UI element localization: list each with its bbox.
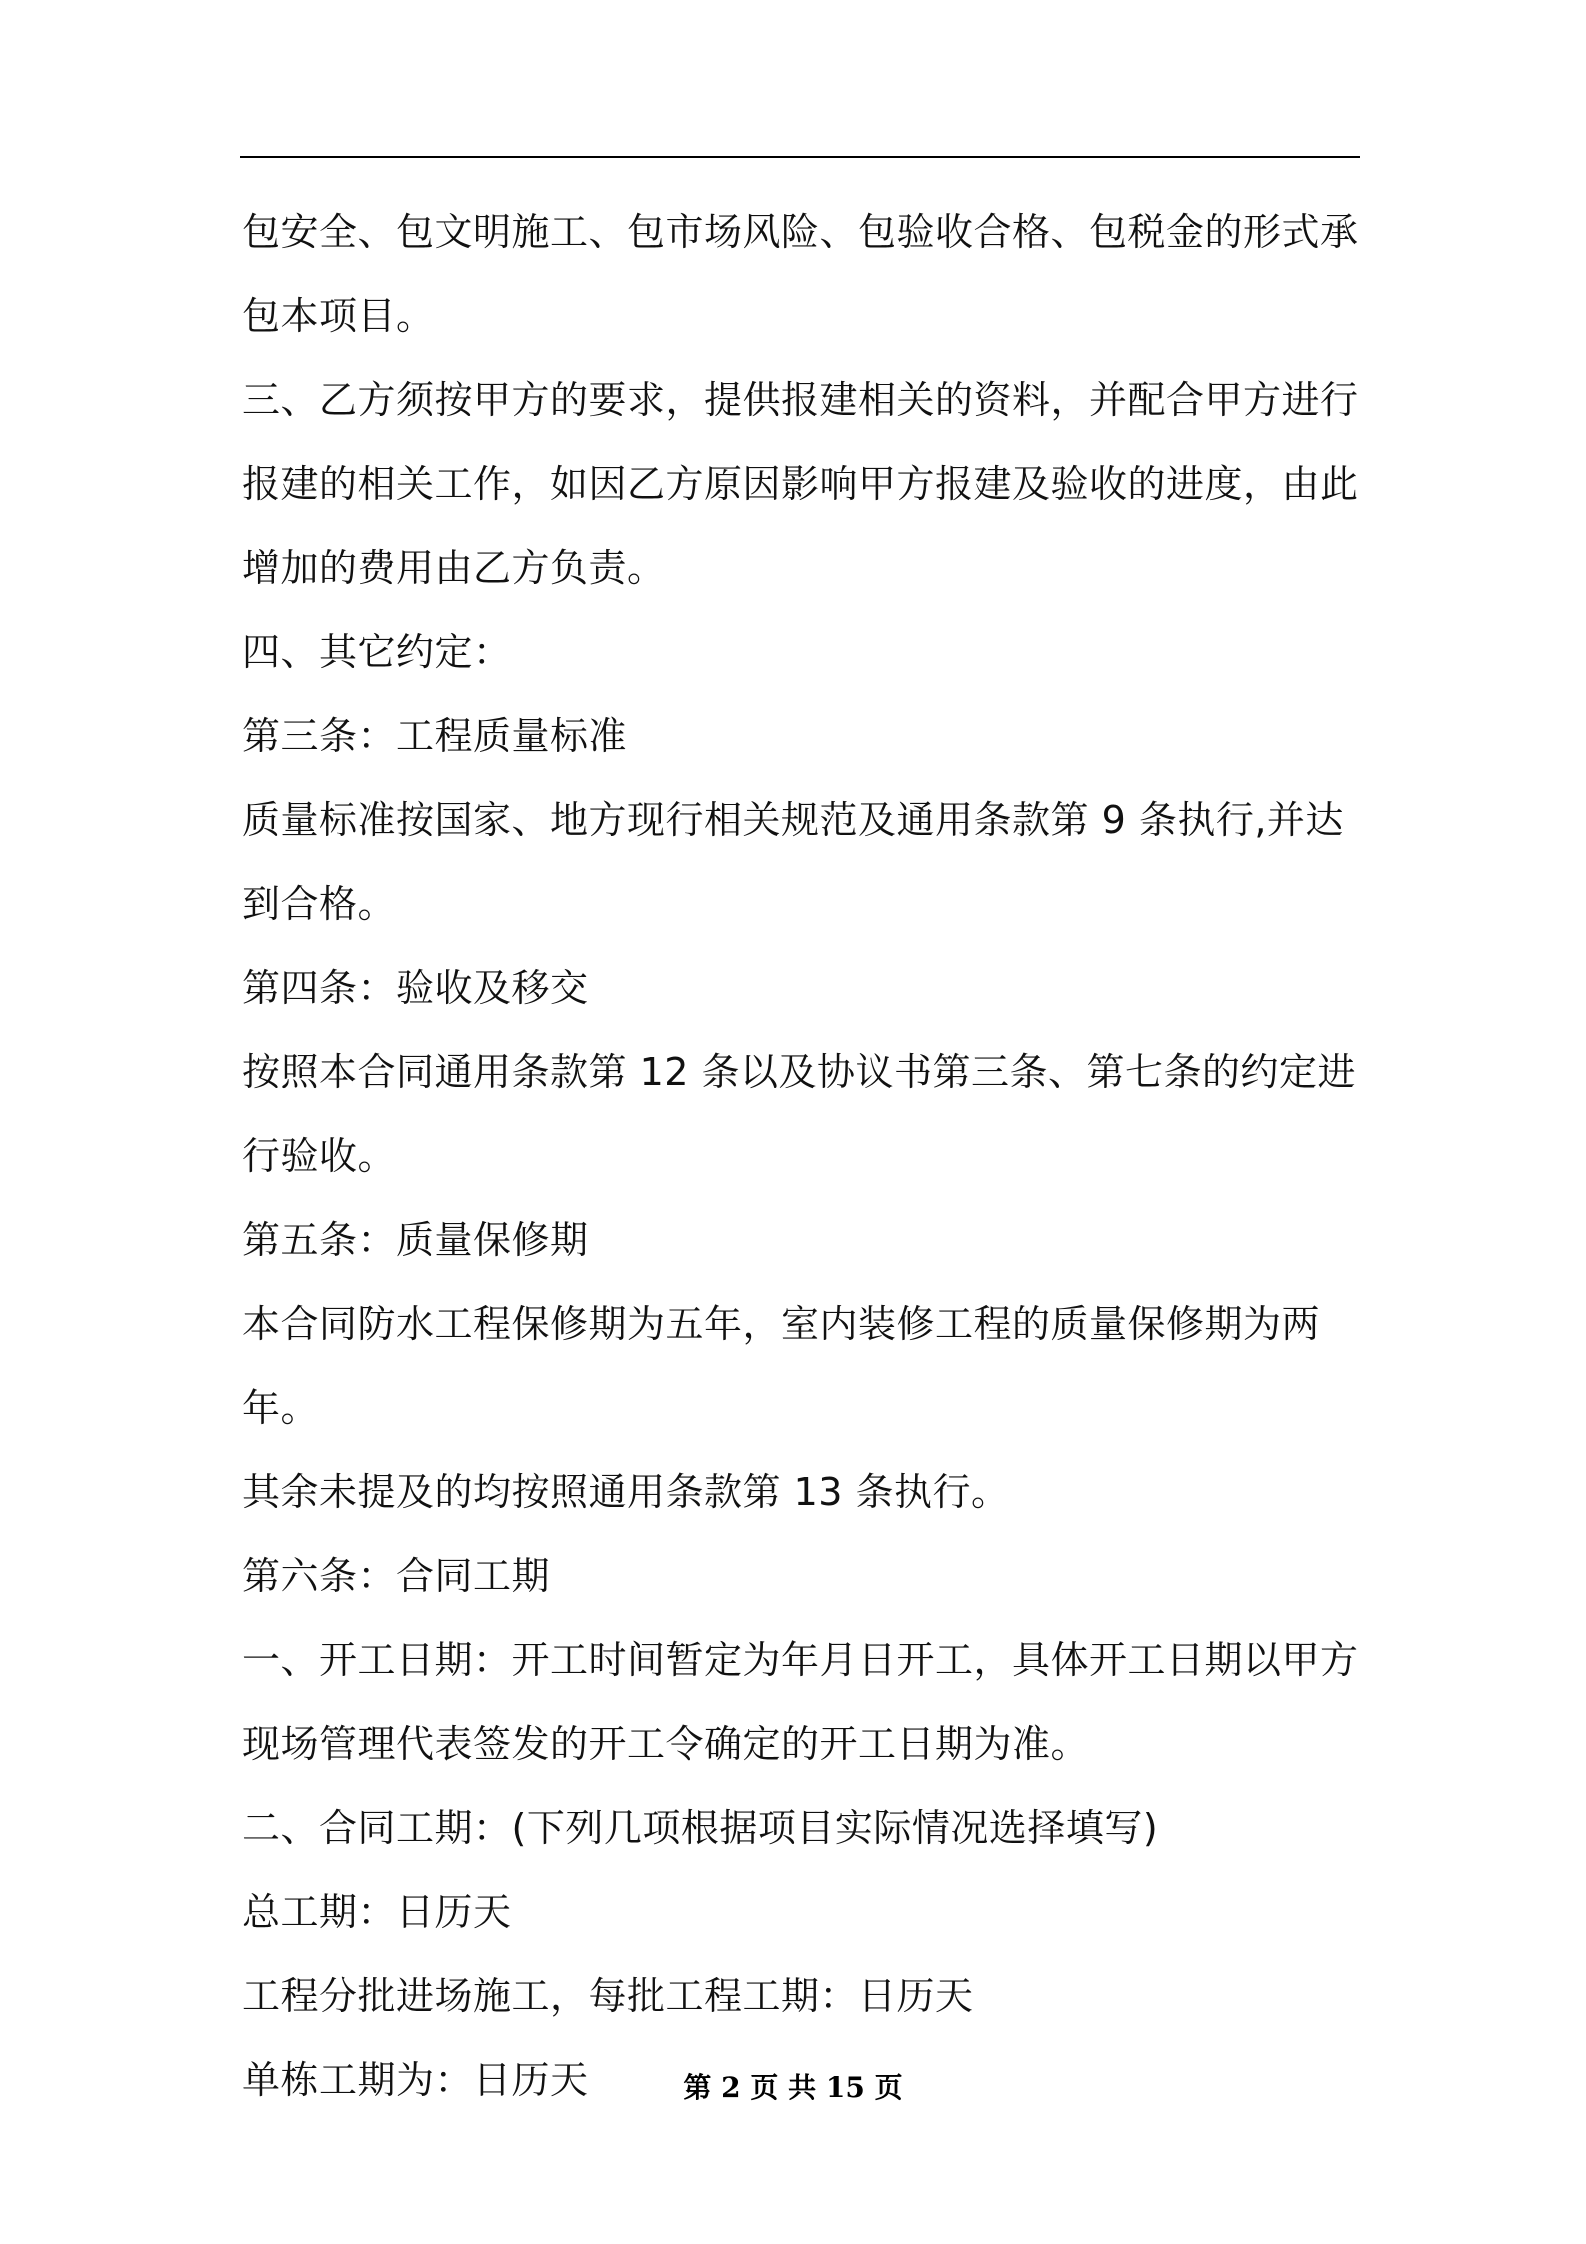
paragraph-warranty-other: 其余未提及的均按照通用条款第 13 条执行。	[242, 1470, 1010, 1514]
page-number-footer: 第 2 页 共 15 页	[683, 2071, 903, 2104]
paragraph-contract-scope-continued: 包安全、包文明施工、包市场风险、包验收合格、包税金的形式承包本项目。	[242, 210, 1359, 338]
paragraph-contract-duration: 二、合同工期：(下列几项根据项目实际情况选择填写)	[242, 1806, 1159, 1850]
heading-article-five: 第五条：质量保修期	[242, 1218, 589, 1262]
paragraph-batch-duration: 工程分批进场施工，每批工程工期：日历天	[242, 1974, 974, 2018]
paragraph-warranty-period: 本合同防水工程保修期为五年，室内装修工程的质量保修期为两年。	[242, 1302, 1321, 1430]
heading-article-six: 第六条：合同工期	[242, 1554, 551, 1598]
heading-article-three: 第三条：工程质量标准	[242, 714, 628, 758]
paragraph-acceptance: 按照本合同通用条款第 12 条以及协议书第三条、第七条的约定进行验收。	[242, 1050, 1357, 1178]
paragraph-other-agreements: 四、其它约定：	[242, 630, 512, 674]
paragraph-start-date: 一、开工日期：开工时间暂定为年月日开工，具体开工日期以甲方现场管理代表签发的开工令确定的开工日期为准。	[242, 1638, 1359, 1766]
document-body	[242, 190, 1362, 2122]
header-rule	[240, 156, 1360, 158]
paragraph-clause-three-permits: 三、乙方须按甲方的要求，提供报建相关的资料，并配合甲方进行报建的相关工作，如因乙方原因影响甲方报建及验收的进度，由此增加的费用由乙方负责。	[242, 378, 1359, 590]
heading-article-four: 第四条：验收及移交	[242, 966, 589, 1010]
paragraph-single-building-duration: 单栋工期为：日历天	[242, 2058, 589, 2102]
paragraph-total-duration: 总工期：日历天	[242, 1890, 512, 1934]
paragraph-quality-standard: 质量标准按国家、地方现行相关规范及通用条款第 9 条执行,并达到合格。	[242, 798, 1344, 926]
